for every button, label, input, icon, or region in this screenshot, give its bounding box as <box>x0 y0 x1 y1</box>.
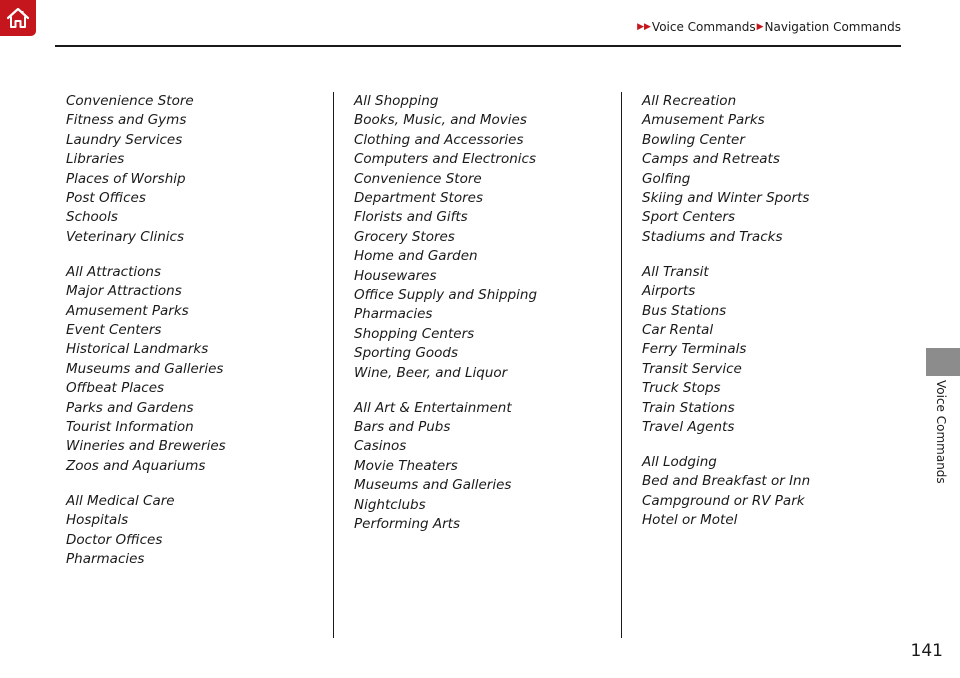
command-item: Places of Worship <box>66 170 186 187</box>
command-item: Event Centers <box>66 321 162 338</box>
command-item: Car Rental <box>642 321 714 338</box>
command-item: Computers and Electronics <box>354 151 536 168</box>
column-divider <box>621 92 622 638</box>
command-item: Golfing <box>642 170 691 187</box>
command-item: Sporting Goods <box>354 345 458 362</box>
command-item: Pharmacies <box>354 306 433 323</box>
command-item: Campground or RV Park <box>642 492 805 509</box>
command-item: Doctor Offices <box>66 531 163 548</box>
command-item: Zoos and Aquariums <box>66 457 206 474</box>
command-item: Grocery Stores <box>354 228 455 245</box>
side-tab[interactable] <box>926 348 960 376</box>
side-tab-label: Voice Commands <box>934 380 948 484</box>
command-item: Bed and Breakfast or Inn <box>642 473 811 490</box>
command-item: Shopping Centers <box>354 325 475 342</box>
breadcrumb-item[interactable]: Voice Commands <box>651 20 756 34</box>
command-item: Movie Theaters <box>354 457 458 474</box>
column-2 <box>354 92 537 550</box>
command-item: Housewares <box>354 267 437 284</box>
command-item: Home and Garden <box>354 248 478 265</box>
command-item: Stadiums and Tracks <box>642 228 783 245</box>
command-item: Department Stores <box>354 190 483 207</box>
command-item: All Medical Care <box>66 492 175 509</box>
header-rule <box>55 45 901 47</box>
command-item: Transit Service <box>642 360 742 377</box>
command-group <box>66 263 226 476</box>
command-item: All Attractions <box>66 263 161 280</box>
command-item: Bowling Center <box>642 131 745 148</box>
command-group <box>354 399 537 535</box>
command-item: Schools <box>66 209 118 226</box>
command-item: Sport Centers <box>642 209 736 226</box>
command-item: Performing Arts <box>354 516 460 533</box>
command-item: Office Supply and Shipping <box>354 287 538 304</box>
command-item: Convenience Store <box>354 170 482 187</box>
command-item: Camps and Retreats <box>642 151 780 168</box>
command-item: Clothing and Accessories <box>354 131 524 148</box>
command-item: Parks and Gardens <box>66 399 194 416</box>
column-divider <box>333 92 334 638</box>
command-item: Bus Stations <box>642 302 727 319</box>
command-item: Major Attractions <box>66 283 182 300</box>
home-button[interactable] <box>0 0 36 36</box>
command-item: Laundry Services <box>66 131 183 148</box>
command-item: Museums and Galleries <box>66 360 224 377</box>
command-item: Airports <box>642 283 696 300</box>
breadcrumb-item[interactable]: Navigation Commands <box>764 20 901 34</box>
column-3 <box>642 92 810 546</box>
command-item: All Transit <box>642 263 709 280</box>
command-item: Train Stations <box>642 399 735 416</box>
command-item: Amusement Parks <box>642 112 765 129</box>
command-item: All Recreation <box>642 93 737 109</box>
page-number: 141 <box>910 641 943 661</box>
command-item: Ferry Terminals <box>642 341 747 358</box>
command-item: All Art & Entertainment <box>354 399 512 416</box>
command-item: Casinos <box>354 438 407 455</box>
command-item: Truck Stops <box>642 380 721 397</box>
command-item: Wineries and Breweries <box>66 438 226 455</box>
command-item: Bars and Pubs <box>354 419 451 435</box>
command-group <box>642 92 810 247</box>
breadcrumb <box>637 20 901 34</box>
command-item: Florists and Gifts <box>354 209 468 226</box>
command-item: Nightclubs <box>354 496 426 513</box>
command-item: Libraries <box>66 151 125 168</box>
command-item: Skiing and Winter Sports <box>642 190 810 207</box>
command-group <box>642 263 810 438</box>
command-group <box>354 92 537 383</box>
home-icon <box>5 6 31 30</box>
command-item: All Shopping <box>354 93 439 109</box>
command-item: Travel Agents <box>642 419 735 435</box>
command-group <box>642 453 810 531</box>
command-item: Books, Music, and Movies <box>354 112 527 129</box>
command-item: Historical Landmarks <box>66 341 209 358</box>
command-item: Hotel or Motel <box>642 512 738 529</box>
command-item: Offbeat Places <box>66 380 165 397</box>
command-item: Fitness and Gyms <box>66 112 187 129</box>
command-item: Amusement Parks <box>66 302 189 319</box>
command-item: Wine, Beer, and Liquor <box>354 364 508 381</box>
command-item: Convenience Store <box>66 93 194 109</box>
triangle-right-icon: ▶▶ <box>637 22 651 32</box>
command-item: Pharmacies <box>66 550 145 567</box>
command-group <box>66 92 226 247</box>
column-1 <box>66 92 226 585</box>
command-item: Veterinary Clinics <box>66 228 184 245</box>
command-group <box>66 492 226 570</box>
triangle-right-icon: ▶ <box>756 22 764 32</box>
command-item: Tourist Information <box>66 419 194 435</box>
command-item: All Lodging <box>642 453 717 470</box>
command-item: Hospitals <box>66 512 129 529</box>
command-item: Post Offices <box>66 190 146 207</box>
command-item: Museums and Galleries <box>354 477 512 494</box>
